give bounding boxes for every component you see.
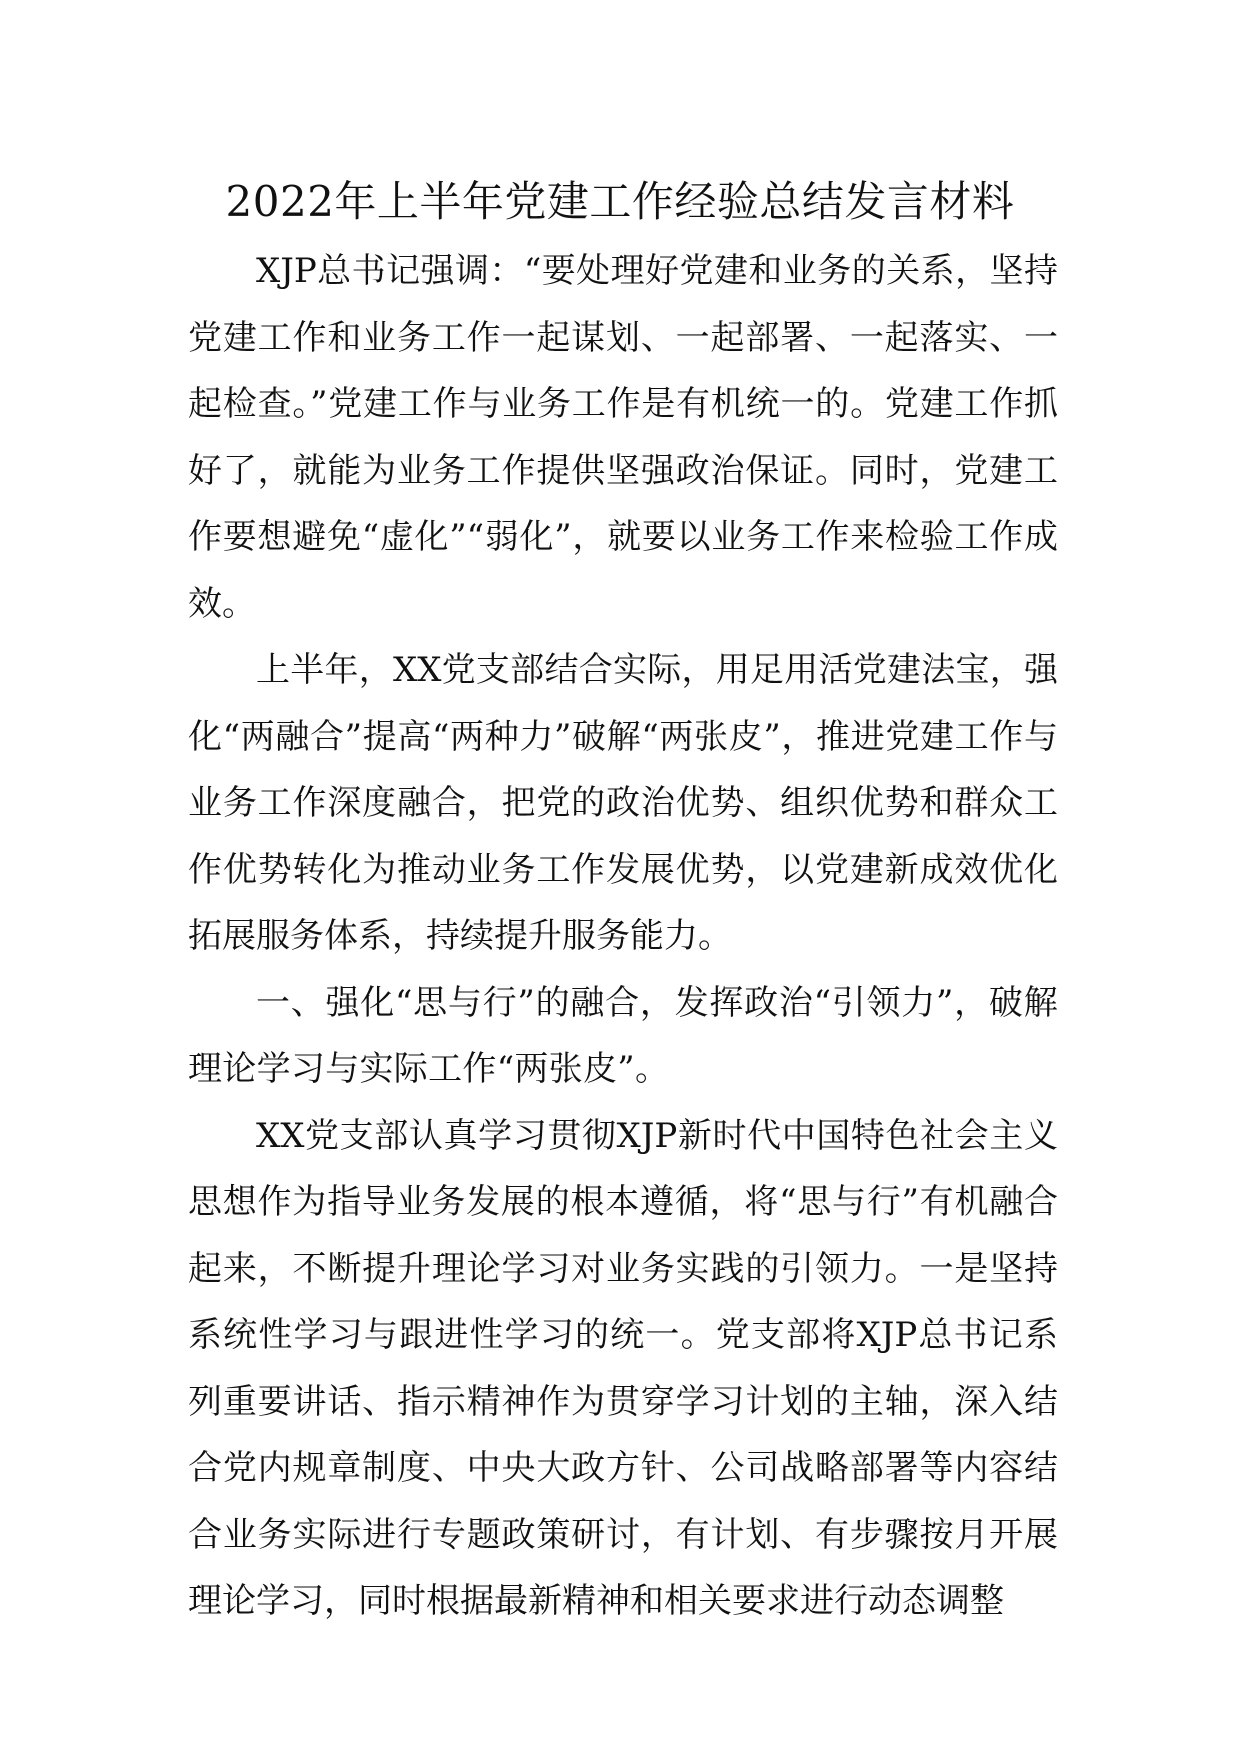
paragraph-summary: 上半年，XX党支部结合实际，用足用活党建法宝，强化“两融合”提高“两种力”破解“两张皮”，推进党建工作与业务工作深度融合，把党的政治优势、组织优势和群众工作优势转化为推动业务工作发展优势，以党建新成效优化拓展服务体系，持续提升服务能力。 xyxy=(188,650,1058,956)
section-heading-1: 一、强化“思与行”的融合，发挥政治“引领力”，破解理论学习与实际工作“两张皮”。 xyxy=(188,982,1058,1089)
document-title: 2022年上半年党建工作经验总结发言材料 xyxy=(225,177,1015,226)
paragraph-section-1: XX党支部认真学习贯彻XJP新时代中国特色社会主义思想作为指导业务发展的根本遵循，将“思与行”有机融合起来，不断提升理论学习对业务实践的引领力。一是坚持系统性学习与跟进性学习的统一。党支部将XJP总书记系列重要讲话、指示精神作为贯穿学习计划的主轴，深入结合党内规章制度、中央大政方针、公司战略部署等内容结合业务实际进行专题政策研讨，有计划、有步骤按月开展理论学习，同时根据最新精神和相关要求进行动态调整 xyxy=(188,1115,1058,1621)
document-body xyxy=(188,238,1058,1635)
paragraph-intro: XJP总书记强调：“要处理好党建和业务的关系，坚持党建工作和业务工作一起谋划、一起部署、一起落实、一起检查。”党建工作与业务工作是有机统一的。党建工作抓好了，就能为业务工作提供坚强政治保证。同时，党建工作要想避免“虚化”“弱化”，就要以业务工作来检验工作成效。 xyxy=(188,251,1058,624)
